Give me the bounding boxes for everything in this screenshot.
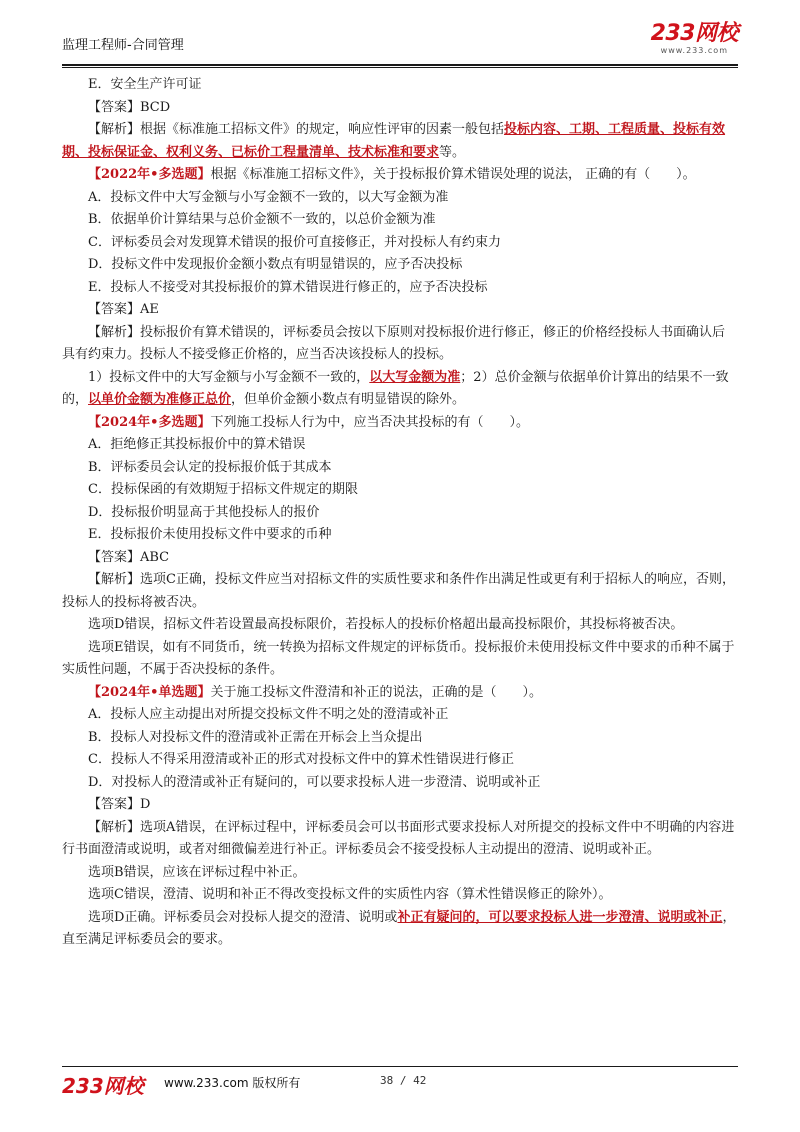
page-number: 38 / 42 bbox=[380, 1074, 427, 1087]
q4-option-d: D．对投标人的澄清或补正有疑问的，可以要求投标人进一步澄清、说明或补正 bbox=[88, 774, 541, 790]
q2-option-e: E．投标人不接受对其投标报价的算术错误进行修正的，应予否决投标 bbox=[88, 279, 488, 295]
question-tag: 【2022年•多选题】 bbox=[88, 167, 211, 182]
q4-answer: 【答案】D bbox=[88, 797, 151, 812]
logo-text: 233网校 bbox=[650, 21, 738, 46]
q4-option-c: C．投标人不得采用澄清或补正的形式对投标文件中的算术性错误进行修正 bbox=[88, 752, 514, 767]
brand-logo bbox=[651, 22, 738, 55]
analysis-label: 【解析】 bbox=[88, 324, 141, 340]
question-tag: 【2024年•多选题】 bbox=[88, 414, 211, 430]
q4-analysis-d bbox=[62, 907, 738, 952]
analysis-label: 【解析】 bbox=[88, 572, 141, 587]
question-text: 根据《标准施工招标文件》，关于投标报价算术错误处理的说法， 正确的有（ ）。 bbox=[210, 167, 696, 182]
q3-option-e: E．投标报价未使用投标文件中要求的币种 bbox=[88, 527, 332, 542]
q3-analysis-e: 选项E错误，如有不同货币，统一转换为招标文件规定的评标货币。投标报价未使用投标文件中要求的币种不属于实质性问题，不属于否决投标的条件。 bbox=[62, 639, 735, 677]
q2-analysis bbox=[62, 322, 738, 367]
q2-option-b: B．依据单价计算结果与总价金额不一致的，以总价金额为准 bbox=[88, 212, 436, 227]
q3-analysis bbox=[62, 569, 738, 614]
highlighted-text: 投标内容、工期、工程质量、投标有效期、投标保证金、权利义务、已标价工程量清单、技术标准和要求 bbox=[62, 122, 726, 160]
q3-option-b: B．评标委员会认定的投标报价低于其成本 bbox=[88, 459, 332, 475]
page-header bbox=[62, 20, 738, 64]
q2-option-a: A．投标文件中大写金额与小写金额不一致的，以大写金额为准 bbox=[88, 189, 449, 205]
q2-analysis-detail bbox=[62, 367, 738, 412]
document-title: 监理工程师-合同管理 bbox=[62, 38, 184, 53]
q4-analysis bbox=[62, 817, 738, 862]
highlighted-text: 以单价金额为准修正总价 bbox=[88, 392, 232, 407]
analysis-text: 等。 bbox=[439, 144, 466, 160]
q4-analysis-b: 选项B错误，应该在评标过程中补正。 bbox=[88, 864, 306, 880]
analysis-text: ，直至满足评标委员会的要求。 bbox=[62, 909, 736, 947]
analysis-text: 选项C正确，投标文件应当对招标文件的实质性要求和条件作出满足性或更有利于招标人的响应，否则，投标人的投标将被否决。 bbox=[62, 572, 735, 610]
header-divider bbox=[62, 64, 738, 66]
q3-option-c: C．投标保函的有效期短于招标文件规定的期限 bbox=[88, 482, 358, 497]
q1-analysis bbox=[62, 119, 738, 164]
q2-stem bbox=[62, 164, 738, 187]
analysis-label: 【解析】 bbox=[88, 819, 141, 835]
q3-analysis-d: 选项D错误，招标文件若设置最高投标限价，若投标人的投标价格超出最高投标限价，其投标将被否决。 bbox=[88, 617, 684, 632]
page-footer bbox=[62, 1066, 738, 1096]
q1-option-e: E．安全生产许可证 bbox=[88, 77, 202, 92]
q2-answer: 【答案】AE bbox=[88, 302, 159, 317]
question-text: 下列施工投标人行为中，应当否决其投标的有（ ）。 bbox=[210, 414, 530, 430]
q1-answer: 【答案】BCD bbox=[88, 99, 171, 115]
header-divider-thin bbox=[62, 67, 738, 68]
q3-stem bbox=[62, 412, 738, 435]
footer-logo: 233网校 bbox=[62, 1074, 144, 1098]
analysis-text: ，但单价金额小数点有明显错误的除外。 bbox=[231, 392, 466, 407]
q4-stem bbox=[62, 682, 738, 705]
analysis-text: 根据《标准施工招标文件》的规定，响应性评审的因素一般包括 bbox=[140, 122, 505, 137]
question-text: 关于施工投标文件澄清和补正的说法，正确的是（ ）。 bbox=[210, 684, 543, 700]
q2-option-c: C．评标委员会对发现算术错误的报价可直接修正，并对投标人有约束力 bbox=[88, 234, 501, 250]
q2-option-d: D．投标文件中发现报价金额小数点有明显错误的，应予否决投标 bbox=[88, 257, 463, 272]
analysis-text: ；2）总价金额与依据单价计算出的结果不一致的， bbox=[62, 369, 729, 407]
document-body bbox=[62, 74, 738, 952]
q3-option-d: D．投标报价明显高于其他投标人的报价 bbox=[88, 504, 320, 520]
question-tag: 【2024年•单选题】 bbox=[88, 684, 211, 700]
analysis-text: 投标报价有算术错误的，评标委员会按以下原则对投标报价进行修正，修正的价格经投标人书面确认后具有约束力。投标人不接受修正价格的，应当否决该投标人的投标。 bbox=[62, 324, 726, 362]
q4-option-a: A．投标人应主动提出对所提交投标文件不明之处的澄清或补正 bbox=[88, 707, 449, 722]
copyright-text: www.233.com 版权所有 bbox=[164, 1076, 301, 1090]
highlighted-text: 补正有疑问的，可以要求投标人进一步澄清、说明或补正 bbox=[397, 909, 723, 925]
analysis-text: 选项A错误，在评标过程中，评标委员会可以书面形式要求投标人对所提交的投标文件中不明确的内容进行书面澄清或说明，或者对细微偏差进行补正。评标委员会不接受投标人主动提出的澄清、说明或补正。 bbox=[62, 819, 735, 857]
analysis-text: 1）投标文件中的大写金额与小写金额不一致的， bbox=[88, 369, 370, 385]
q3-option-a: A．拒绝修正其投标报价中的算术错误 bbox=[88, 437, 306, 452]
q4-option-b: B．投标人对投标文件的澄清或补正需在开标会上当众提出 bbox=[88, 729, 423, 745]
highlighted-text: 以大写金额为准 bbox=[369, 369, 461, 385]
q3-answer: 【答案】ABC bbox=[88, 549, 170, 565]
analysis-text: 选项D正确。评标委员会对投标人提交的澄清、说明或 bbox=[88, 909, 398, 925]
q4-analysis-c: 选项C错误，澄清、说明和补正不得改变投标文件的实质性内容（算术性错误修正的除外）。 bbox=[88, 887, 612, 902]
logo-url: www.233.com bbox=[660, 46, 728, 55]
analysis-label: 【解析】 bbox=[88, 122, 141, 137]
